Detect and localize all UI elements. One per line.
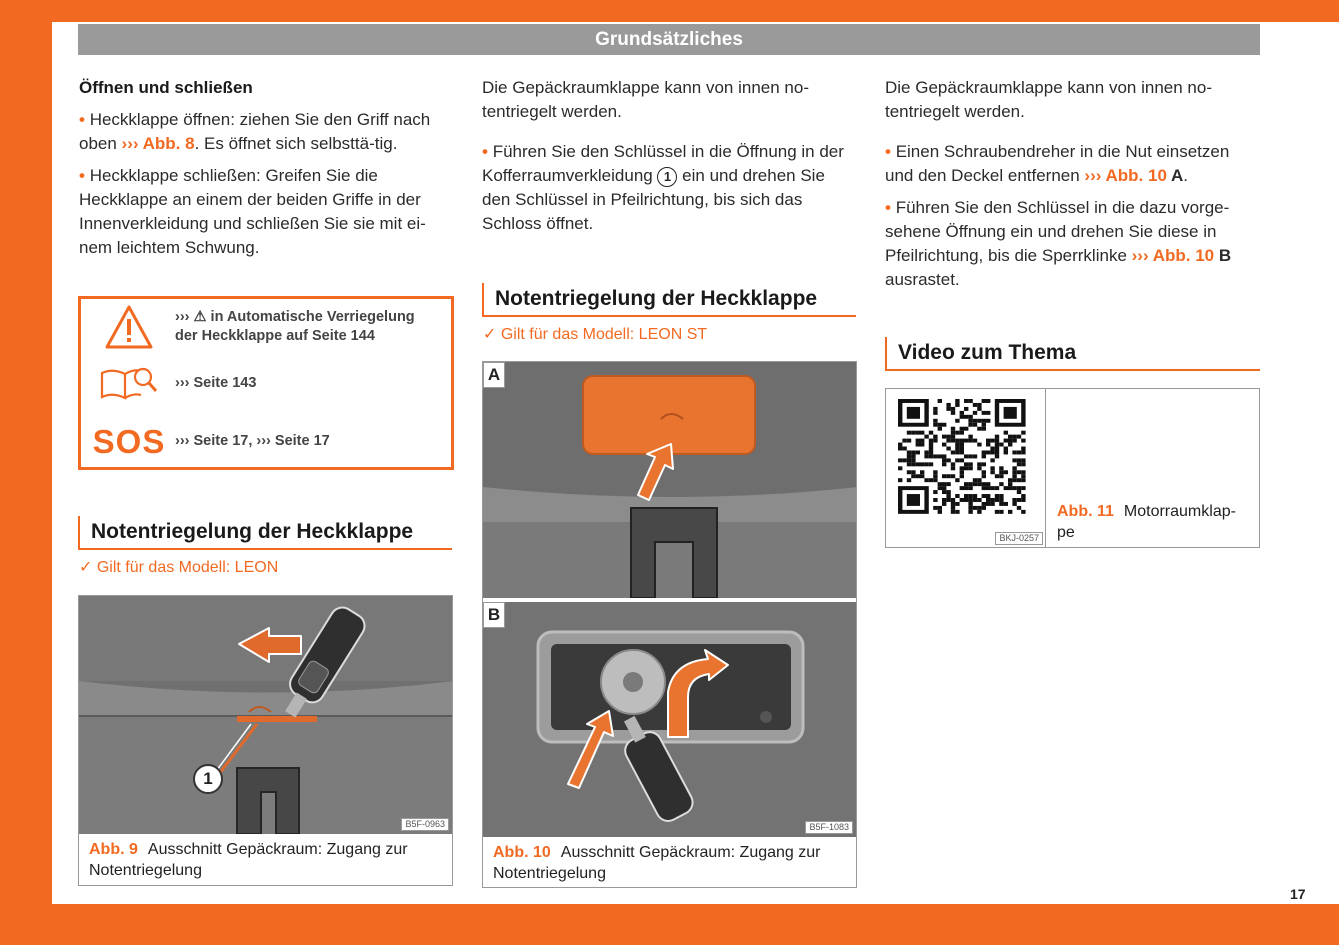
figure-link[interactable]: ››› Abb. 10: [1131, 246, 1215, 265]
figure-10-image: [483, 362, 856, 837]
sos-icon: SOS: [92, 422, 166, 460]
figure-link[interactable]: ››› Abb. 10: [1084, 166, 1167, 185]
column-3: [885, 76, 1261, 300]
section-heading-video: Video zum Thema: [885, 337, 1260, 371]
warning-row: ››› ⚠ in Automatische Verriegelung der Heckklappe auf Seite 144: [89, 303, 415, 351]
callout-1: 1: [193, 764, 223, 794]
applies-to-leon-st: ✓ Gilt für das Modell: LEON ST: [483, 326, 708, 343]
paragraph-turn-key: • Führen Sie den Schlüssel in die dazu vorge-sehene Öffnung ein und drehen Sie diese in Pfeilrichtung, bis die Sperrklinke ››› Abb. 10 B ausrastet.: [885, 198, 1232, 289]
figure-10-caption: Abb. 10 Ausschnitt Gepäckraum: Zugang zur Notentriegelung: [493, 844, 821, 882]
column-2: [482, 76, 857, 244]
book-row: ››› Seite 143: [89, 359, 256, 407]
paragraph-open: • Heckklappe öffnen: ziehen Sie den Griff nach oben ››› Abb. 8. Es öffnet sich selbsttä-tig.: [79, 110, 431, 153]
paragraph-intro-3: Die Gepäckraumklappe kann von innen no-tentriegelt werden.: [885, 78, 1212, 121]
section-heading-leon: Notentriegelung der Heckklappe: [78, 516, 452, 550]
figure-9-image: [79, 596, 452, 834]
figure-link[interactable]: ››› Abb. 8: [121, 134, 195, 153]
paragraph-screwdriver: • Einen Schraubendreher in die Nut einsetzen und den Deckel entfernen ››› Abb. 10 A.: [885, 142, 1230, 185]
figure-11-caption: Abb. 11 Motorraumklap-pe: [1057, 503, 1236, 541]
page-number: 17: [1290, 886, 1306, 902]
callout-1-inline: 1: [657, 167, 677, 187]
warning-icon: [89, 303, 169, 351]
figure-9-caption: Abb. 9 Ausschnitt Gepäckraum: Zugang zur Notentriegelung: [89, 841, 408, 879]
figure-10: [482, 361, 857, 888]
figure-11: [885, 388, 1260, 548]
paragraph-intro-2: Die Gepäckraumklappe kann von innen no-tentriegelt werden.: [482, 78, 809, 121]
paragraph-key: • Führen Sie den Schlüssel in die Öffnung in der Kofferraumverkleidung 1 ein und drehen Sie den Schlüssel in Pfeilrichtung, bis sich das Schloss öffnet.: [482, 142, 844, 233]
paragraph-close: • Heckklappe schließen: Greifen Sie die Heckklappe an einem der beiden Griffe in der Innenverkleidung und schließen Sie sie mit ei-nem leichtem Schwung.: [79, 166, 426, 257]
sos-row: SOS ››› Seite 17, ››› Seite 17: [92, 422, 330, 460]
panel-b-label: B: [483, 602, 505, 628]
section-heading-leon-st: Notentriegelung der Heckklappe: [482, 283, 856, 317]
page-header: Grundsätzliches: [78, 24, 1260, 55]
reference-box: [78, 296, 454, 470]
figure-11-code: BKJ-0257: [995, 532, 1043, 545]
figure-10-code: B5F-1083: [805, 821, 853, 834]
applies-to-leon: ✓ Gilt für das Modell: LEON: [79, 559, 279, 576]
column-1: [79, 76, 454, 268]
manual-book-icon: [89, 359, 169, 407]
subheading-open-close: Öffnen und schließen: [79, 78, 253, 97]
qr-code-icon[interactable]: [886, 389, 1046, 547]
figure-9-code: B5F-0963: [401, 818, 449, 831]
figure-9: [78, 595, 453, 886]
panel-a-label: A: [483, 362, 505, 388]
